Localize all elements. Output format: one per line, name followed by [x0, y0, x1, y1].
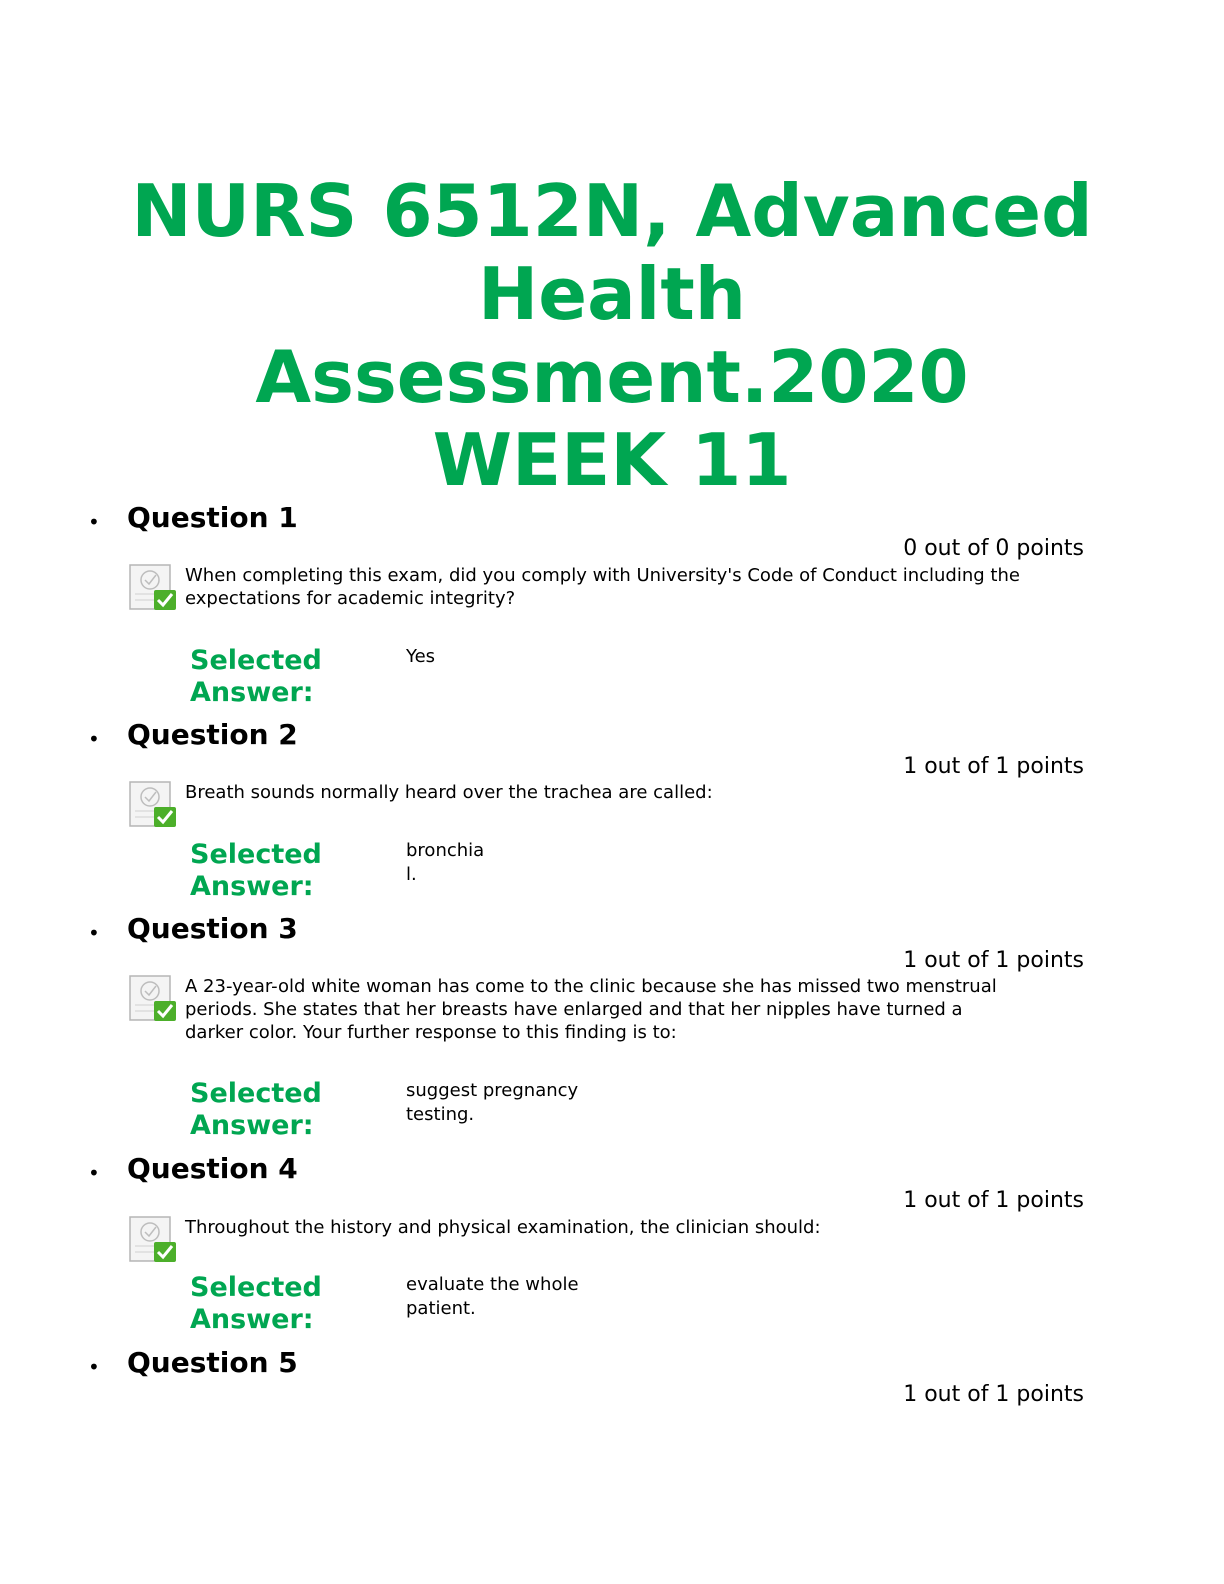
bullet: • — [88, 921, 100, 945]
selected-answer-label — [190, 839, 340, 903]
selected-label-line: Selected — [190, 645, 322, 676]
question-text: A 23-year-old white woman has come to the clinic because she has missed two menstrual periods. She states that her breasts have enlarged and that her nipples have turned a darker color. Your further response to this finding is to: — [185, 976, 997, 1043]
question-points: 1 out of 1 points — [903, 1188, 1084, 1213]
title-line: Assessment.2020 — [255, 335, 969, 419]
question-points: 0 out of 0 points — [903, 536, 1084, 561]
selected-answer: evaluate the whole patient. — [406, 1274, 579, 1319]
question-points: 1 out of 1 points — [903, 1382, 1084, 1407]
page-title — [90, 170, 1134, 502]
title-line: Health — [477, 252, 747, 336]
check-document-icon — [128, 563, 180, 613]
selected-label-line: Answer: — [190, 1304, 314, 1335]
question-heading: Question 1 — [127, 501, 298, 534]
question-heading: Question 4 — [127, 1152, 298, 1185]
selected-label-line: Answer: — [190, 871, 314, 902]
check-document-icon — [128, 974, 180, 1024]
selected-answer: suggest pregnancy testing. — [406, 1080, 579, 1125]
selected-answer-label — [190, 1078, 340, 1142]
bullet: • — [88, 1355, 100, 1379]
question-heading: Question 5 — [127, 1346, 298, 1379]
question-text: Throughout the history and physical examination, the clinician should: — [185, 1217, 821, 1238]
question-heading: Question 2 — [127, 718, 298, 751]
selected-answer-label — [190, 645, 340, 709]
question-heading: Question 3 — [127, 912, 298, 945]
question-points: 1 out of 1 points — [903, 754, 1084, 779]
title-line: NURS 6512N, Advanced — [131, 169, 1093, 253]
bullet: • — [88, 1161, 100, 1185]
selected-label-line: Selected — [190, 1272, 322, 1303]
question-points: 1 out of 1 points — [903, 948, 1084, 973]
selected-label-line: Answer: — [190, 677, 314, 708]
selected-answer: Yes — [406, 646, 436, 667]
question-text: Breath sounds normally heard over the trachea are called: — [185, 782, 713, 803]
check-document-icon — [128, 1215, 180, 1265]
selected-label-line: Selected — [190, 839, 322, 870]
selected-label-line: Selected — [190, 1078, 322, 1109]
bullet: • — [88, 727, 100, 751]
selected-label-line: Answer: — [190, 1110, 314, 1141]
bullet: • — [88, 510, 100, 534]
question-text: When completing this exam, did you comply with University's Code of Conduct including the expectations for academic integrity? — [185, 565, 1020, 609]
check-document-icon — [128, 780, 180, 830]
selected-answer: bronchial. — [406, 840, 485, 885]
selected-answer-label — [190, 1272, 340, 1336]
title-line: WEEK 11 — [432, 418, 792, 502]
